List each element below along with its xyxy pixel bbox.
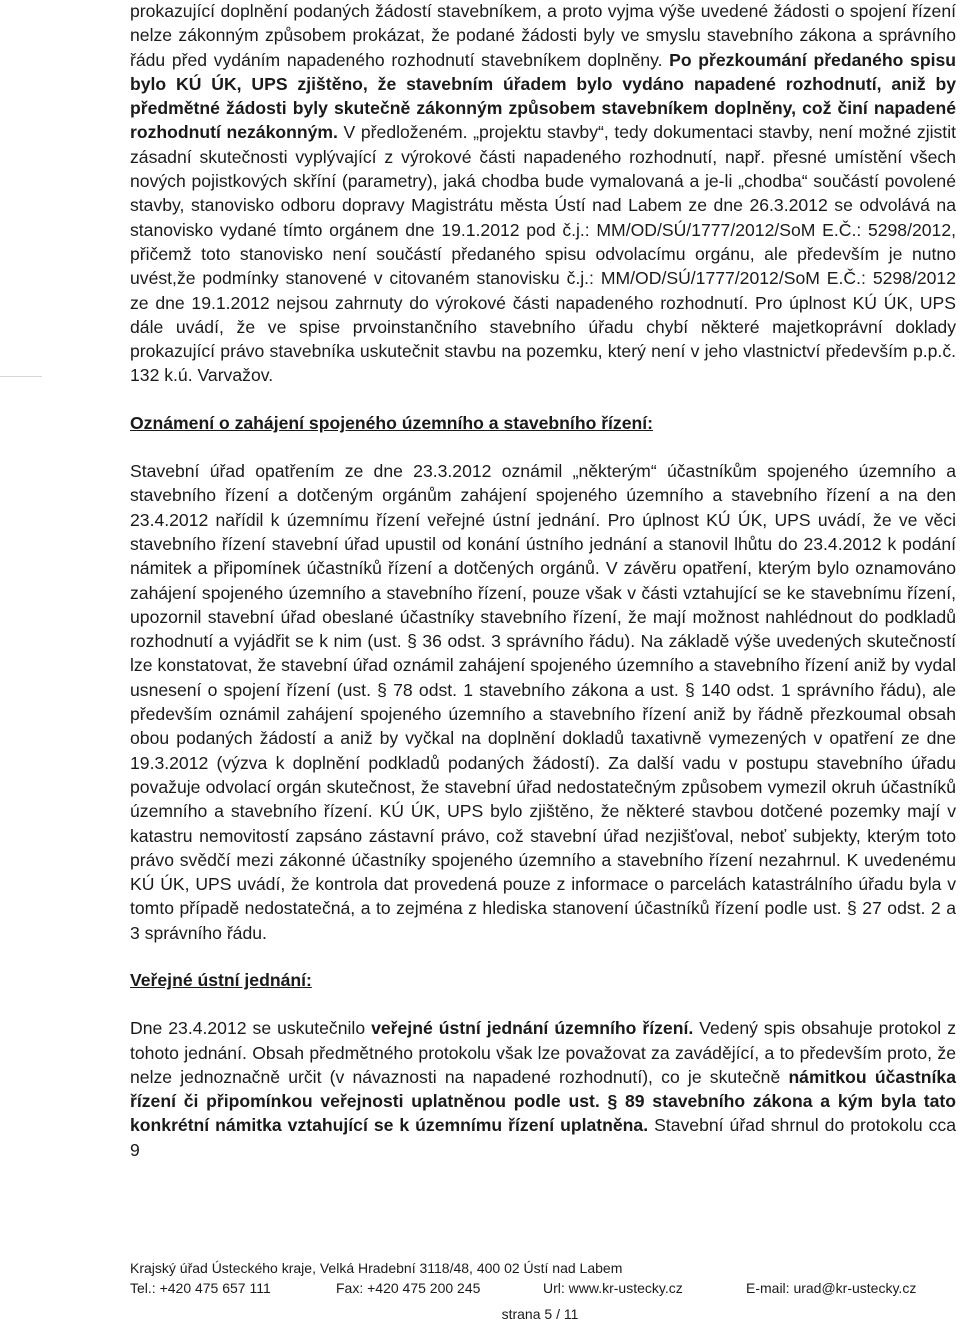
document-body <box>130 0 956 1162</box>
footer-contacts <box>130 1278 956 1298</box>
footer-address: Krajský úřad Ústeckého kraje, Velká Hradební 3118/48, 400 02 Ústí nad Labem <box>130 1260 623 1276</box>
paragraph-1-tail: V předloženém. „projektu stavby“, tedy dokumentaci stavby, není možné zjistit zásadní skutečnosti vyplývající z výrokové části napadeného rozhodnutí, např. přesné umístění všech nových pojistkových skříní (parametry), jaká chodba bude vymalovaná a je-li „chodba“ součástí povolené stavby, stanovisko odboru dopravy Magistrátu města Ústí nad Labem ze dne 26.3.2012 se odvolává na stanovisko vydané tímto orgánem dne 19.1.2012 pod č.j.: MM/OD/SÚ/1777/2012/SoM E.Č.: 5298/2012, přičemž toto stanovisko není součástí předaného spisu odvolacímu orgánu, ale především je nutno uvést,že podmínky stanovené v citovaném stanovisku č.j.: MM/OD/SÚ/1777/2012/SoM E.Č.: 5298/2012 ze dne 19.1.2012 nejsou zahrnuty do výrokové části napadeného rozhodnutí. Pro úplnost KÚ ÚK, UPS dále uvádí, že ve spise prvoinstančního stavebního úřadu chybí některé majetkoprávní doklady prokazující právo stavebníka uskutečnit stavbu na pozemku, který není v jeho vlastnictví především p.p.č. 132 k.ú. Varvažov. <box>130 122 956 386</box>
paragraph-3-b: veřejné ústní jednání územního řízení. <box>371 1018 694 1039</box>
paragraph-3 <box>130 1016 956 1162</box>
paragraph-3-e: Stavební úřad shrnul do protokolu cca 9 <box>130 1115 956 1160</box>
paragraph-1 <box>130 0 956 388</box>
margin-mark <box>0 376 42 377</box>
paragraph-1-lead: prokazující doplnění podaných žádostí stavebníkem, a proto vyjma výše uvedené žádosti o spojení řízení nelze zákonným způsobem prokázat, že podané žádosti byly ve smyslu stavebního zákona a správního řádu před vydáním napadeného rozhodnutí stavebníkem doplněny. <box>130 1 956 70</box>
footer-fax: Fax: +420 475 200 245 <box>336 1280 481 1296</box>
page-number: strana 5 / 11 <box>501 1306 579 1322</box>
paragraph-1-bold: Po přezkoumání předaného spisu bylo KÚ ÚK, UPS zjištěno, že stavebním úřadem bylo vydáno napadené rozhodnutí, aniž by předmětné žádosti byly skutečně zákonným způsobem stavebníkem doplněny, což činí napadené rozhodnutí nezákonným. <box>130 49 956 143</box>
footer-email: E-mail: urad@kr-ustecky.cz <box>746 1280 917 1296</box>
page-footer <box>130 1258 956 1298</box>
paragraph-3-d: námitkou účastníka řízení či připomínkou veřejnosti uplatněnou podle ust. § 89 stavebního zákona a kým byla tato konkrétní námitka vztahující se k územnímu řízení uplatněna. <box>130 1066 956 1136</box>
footer-url: Url: www.kr-ustecky.cz <box>543 1280 683 1296</box>
section-heading-public-hearing: Veřejné ústní jednání: <box>130 969 312 990</box>
paragraph-3-a: Dne 23.4.2012 se uskutečnilo <box>130 1018 372 1039</box>
paragraph-2: Stavební úřad opatřením ze dne 23.3.2012 oznámil „některým“ účastníkům spojeného územního a stavebního řízení a dotčeným orgánům zahájení spojeného územního a stavebního řízení a na den 23.4.2012 nařídil k územnímu řízení veřejné ústní jednání. Pro úplnost KÚ ÚK, UPS uvádí, že ve věci stavebního řízení stavební úřad upustil od konání ústního jednání a stanovil lhůtu do 23.4.2012 k podání námitek a připomínek účastníků řízení a dotčených orgánů. V závěru opatření, kterým bylo oznamováno zahájení spojeného územního a stavebního řízení, pouze však v části vztahující se ke stavebnímu řízení, upozornil stavební úřad obeslané účastníky stavebního řízení, že mají možnost nahlédnout do podkladů rozhodnutí a vyjádřit se k nim (ust. § 36 odst. 3 správního řádu). Na základě výše uvedených skutečností lze konstatovat, že stavební úřad oznámil zahájení spojeného územního a stavebního řízení aniž by vydal usnesení o spojení řízení (ust. § 78 odst. 1 stavebního zákona a ust. § 140 odst. 1 správního řádu), ale především oznámil zahájení spojeného územního a stavebního řízení aniž by řádně přezkoumal obsah obou podaných žádostí a aniž by vyčkal na doplnění dokladů taxativně vymezených v opatření ze dne 19.3.2012 (výzva k doplnění podkladů podaných žádostí). Za další vadu v postupu stavebního úřadu považuje odvolací orgán skutečnost, že stavební úřad nedostatečným způsobem vymezil okruh účastníků územního a stavebního řízení. KÚ ÚK, UPS bylo zjištěno, že některé stavbou dotčené pozemky mají v katastru nemovitostí zapsáno zástavní právo, což stavební úřad nezjišťoval, neboť subjekty, kterým toto právo svědčí mezi zákonné účastníky spojeného územního a stavebního řízení nezahrnul. K uvedenému KÚ ÚK, UPS uvádí, že kontrola dat provedená pouze z informace o parcelách katastrálního úřadu byla v tomto případě nedostatečná, a to zejména z hlediska stanovení účastníků řízení podle ust. § 27 odst. 2 a 3 správního řádu. <box>130 461 956 943</box>
paragraph-3-c: Vedený spis obsahuje protokol z tohoto jednání. Obsah předmětného protokolu však lze považovat za zavádějící, a to především proto, že nelze jednoznačně určit (v návaznosti na napadené rozhodnutí), co je skutečně <box>130 1018 956 1087</box>
footer-tel: Tel.: +420 475 657 111 <box>130 1280 271 1296</box>
section-heading-notice: Oznámení o zahájení spojeného územního a stavebního řízení: <box>130 412 654 433</box>
